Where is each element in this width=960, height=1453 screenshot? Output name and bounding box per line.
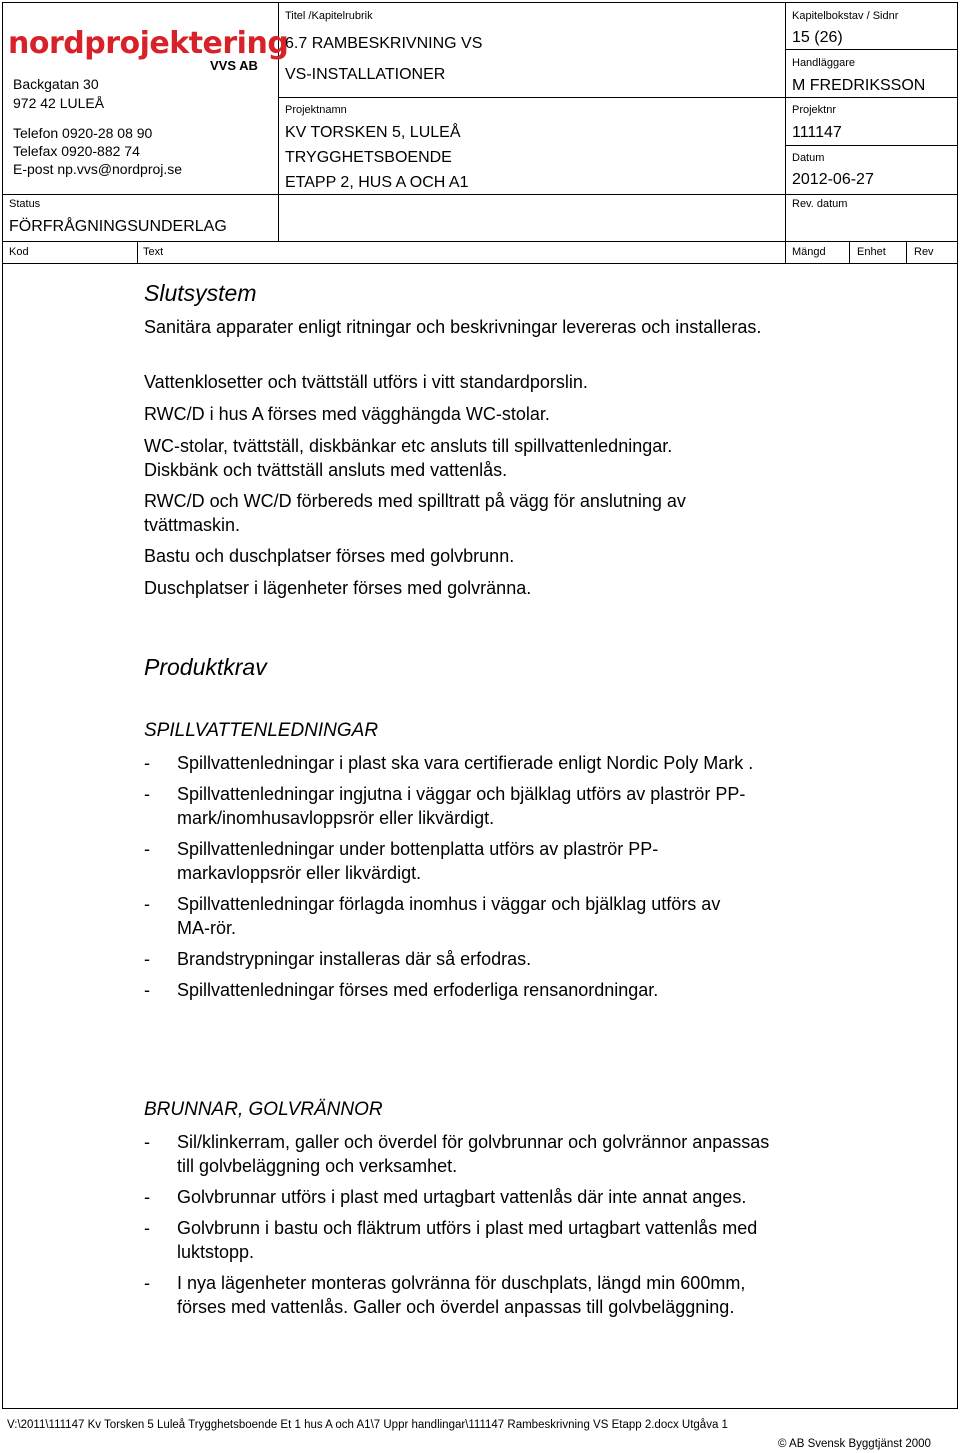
column-header-text: Text — [143, 246, 164, 258]
company-email: E-post np.vvs@nordproj.se — [13, 161, 183, 177]
column-divider-rev — [906, 241, 907, 263]
bullet-dash: - — [144, 1218, 150, 1238]
column-divider-kod — [137, 241, 138, 263]
title-line-2: VS-INSTALLATIONER — [285, 66, 446, 83]
bullet-dash: - — [144, 839, 150, 859]
column-header-bottom-line — [2, 263, 957, 264]
list-item — [144, 892, 754, 940]
column-divider-enhet — [849, 241, 850, 263]
list-item-text: I nya lägenheter monteras golvränna för duschplats, längd min 600mm, förses med vattenlås. Galler och överdel anpassas till golvbeläggning. — [177, 1273, 746, 1317]
title-line-1: 6.7 RAMBESKRIVNING VS — [285, 35, 483, 52]
list-item-text: Spillvattenledningar under bottenplatta utförs av plaströr PP-markavloppsrör eller likvärdigt. — [177, 839, 659, 883]
slutsystem-paragraph: Vattenklosetter och tvättställ utförs i vitt standardporslin. — [144, 372, 588, 392]
project-number-label: Projektnr — [792, 104, 837, 116]
column-header-kod: Kod — [9, 246, 29, 258]
frame-bottom — [2, 1408, 958, 1409]
list-item-text: Golvbrunnar utförs i plast med urtagbart vattenlås där inte annat anges. — [177, 1187, 747, 1207]
footer-copyright: © AB Svensk Byggtjänst 2000 — [778, 1438, 931, 1450]
company-address-line2: 972 42 LULEÅ — [13, 95, 105, 111]
column-header-enhet: Enhet — [857, 246, 886, 258]
list-item-text: Spillvattenledningar ingjutna i väggar och bjälklag utförs av plaströr PP-mark/inomhusavloppsrör eller likvärdigt. — [177, 784, 746, 828]
list-item-text: Brandstrypningar installeras där så erfodras. — [177, 949, 532, 969]
list-item-text: Spillvattenledningar förses med erfoderliga rensanordningar. — [177, 980, 659, 1000]
spillvatten-heading: SPILLVATTENLEDNINGAR — [144, 720, 379, 741]
project-name-line-2: TRYGGHETSBOENDE — [285, 149, 452, 166]
frame-right — [957, 2, 958, 1409]
slutsystem-paragraph: Bastu och duschplatser förses med golvbrunn. — [144, 546, 515, 566]
frame-left — [2, 2, 3, 1409]
list-item — [144, 1216, 774, 1264]
column-divider-mangd — [785, 241, 786, 263]
header-row-line-3 — [786, 97, 957, 98]
header-bottom-line — [2, 241, 957, 242]
list-item-text: Golvbrunn i bastu och fläktrum utförs i plast med urtagbart vattenlås med luktstopp. — [177, 1218, 758, 1262]
handler-value: M FREDRIKSSON — [792, 77, 926, 94]
produktkrav-heading: Produktkrav — [144, 654, 267, 680]
bullet-dash: - — [144, 784, 150, 804]
list-item-text: Spillvattenledningar förlagda inomhus i väggar och bjälklag utförs av MA-rör. — [177, 894, 721, 938]
slutsystem-paragraph: Sanitära apparater enligt ritningar och beskrivningar levereras och installeras. — [144, 317, 762, 337]
header-row-line-4 — [786, 145, 957, 146]
bullet-dash: - — [144, 1187, 150, 1207]
project-number-value: 111147 — [792, 124, 842, 141]
bullet-dash: - — [144, 980, 150, 1000]
list-item — [144, 978, 754, 1002]
company-phone: Telefon 0920-28 08 90 — [13, 125, 153, 141]
project-name-line-1: KV TORSKEN 5, LULEÅ — [285, 124, 461, 141]
status-label: Status — [9, 198, 41, 210]
logo-subtitle: VVS AB — [210, 58, 258, 73]
project-name-label: Projektnamn — [285, 104, 347, 116]
bullet-dash: - — [144, 949, 150, 969]
company-logo — [8, 26, 289, 76]
header-row-line-5 — [2, 194, 957, 195]
list-item — [144, 947, 754, 971]
bullet-dash: - — [144, 753, 150, 773]
bullet-dash: - — [144, 1132, 150, 1152]
footer-file-path: V:\2011\111147 Kv Torsken 5 Luleå Trygghetsboende Et 1 hus A och A1\7 Uppr handlingar\111147 Rambeskrivning VS Etapp 2.docx Utgåva 1 — [7, 1419, 728, 1431]
logo-wordmark: nordprojektering — [8, 26, 289, 61]
list-item-text: Spillvattenledningar i plast ska vara certifierade enligt Nordic Poly Mark . — [177, 753, 754, 773]
brunnar-heading: BRUNNAR, GOLVRÄNNOR — [144, 1099, 383, 1120]
date-label: Datum — [792, 152, 825, 164]
list-item — [144, 1185, 774, 1209]
handler-label: Handläggare — [792, 57, 855, 69]
column-header-rev: Rev — [914, 246, 934, 258]
title-label: Titel /Kapitelrubrik — [285, 10, 373, 22]
slutsystem-heading: Slutsystem — [144, 280, 257, 306]
column-header-mangd: Mängd — [792, 246, 826, 258]
status-value: FÖRFRÅGNINGSUNDERLAG — [9, 218, 227, 235]
header-row-line-1 — [279, 97, 785, 98]
brunnar-list — [144, 1130, 774, 1326]
header-row-line-2 — [786, 49, 957, 50]
list-item — [144, 751, 754, 775]
slutsystem-paragraph: Diskbänk och tvättställ ansluts med vattenlås. — [144, 460, 508, 480]
frame-top — [2, 2, 958, 3]
bullet-dash: - — [144, 1273, 150, 1293]
spillvatten-list — [144, 751, 754, 1009]
project-name-line-3: ETAPP 2, HUS A OCH A1 — [285, 174, 469, 191]
date-value: 2012-06-27 — [792, 171, 874, 188]
list-item — [144, 1271, 774, 1319]
list-item — [144, 782, 754, 830]
slutsystem-paragraph: WC-stolar, tvättställ, diskbänkar etc ansluts till spillvattenledningar. — [144, 436, 673, 456]
bullet-dash: - — [144, 894, 150, 914]
page-label: Kapitelbokstav / Sidnr — [792, 10, 899, 22]
company-fax: Telefax 0920-882 74 — [13, 143, 140, 159]
header-divider-v2 — [785, 2, 786, 241]
slutsystem-paragraph: RWC/D och WC/D förbereds med spilltratt på vägg för anslutning av tvättmaskin. — [144, 491, 686, 535]
list-item — [144, 837, 754, 885]
list-item — [144, 1130, 774, 1178]
slutsystem-paragraph: RWC/D i hus A förses med vägghängda WC-stolar. — [144, 404, 550, 424]
page-value: 15 (26) — [792, 29, 843, 46]
list-item-text: Sil/klinkerram, galler och överdel för golvbrunnar och golvrännor anpassas till golvbeläggning och verksamhet. — [177, 1132, 770, 1176]
company-address-line1: Backgatan 30 — [13, 76, 99, 92]
revision-date-label: Rev. datum — [792, 198, 848, 210]
slutsystem-paragraph: Duschplatser i lägenheter förses med golvränna. — [144, 578, 532, 598]
